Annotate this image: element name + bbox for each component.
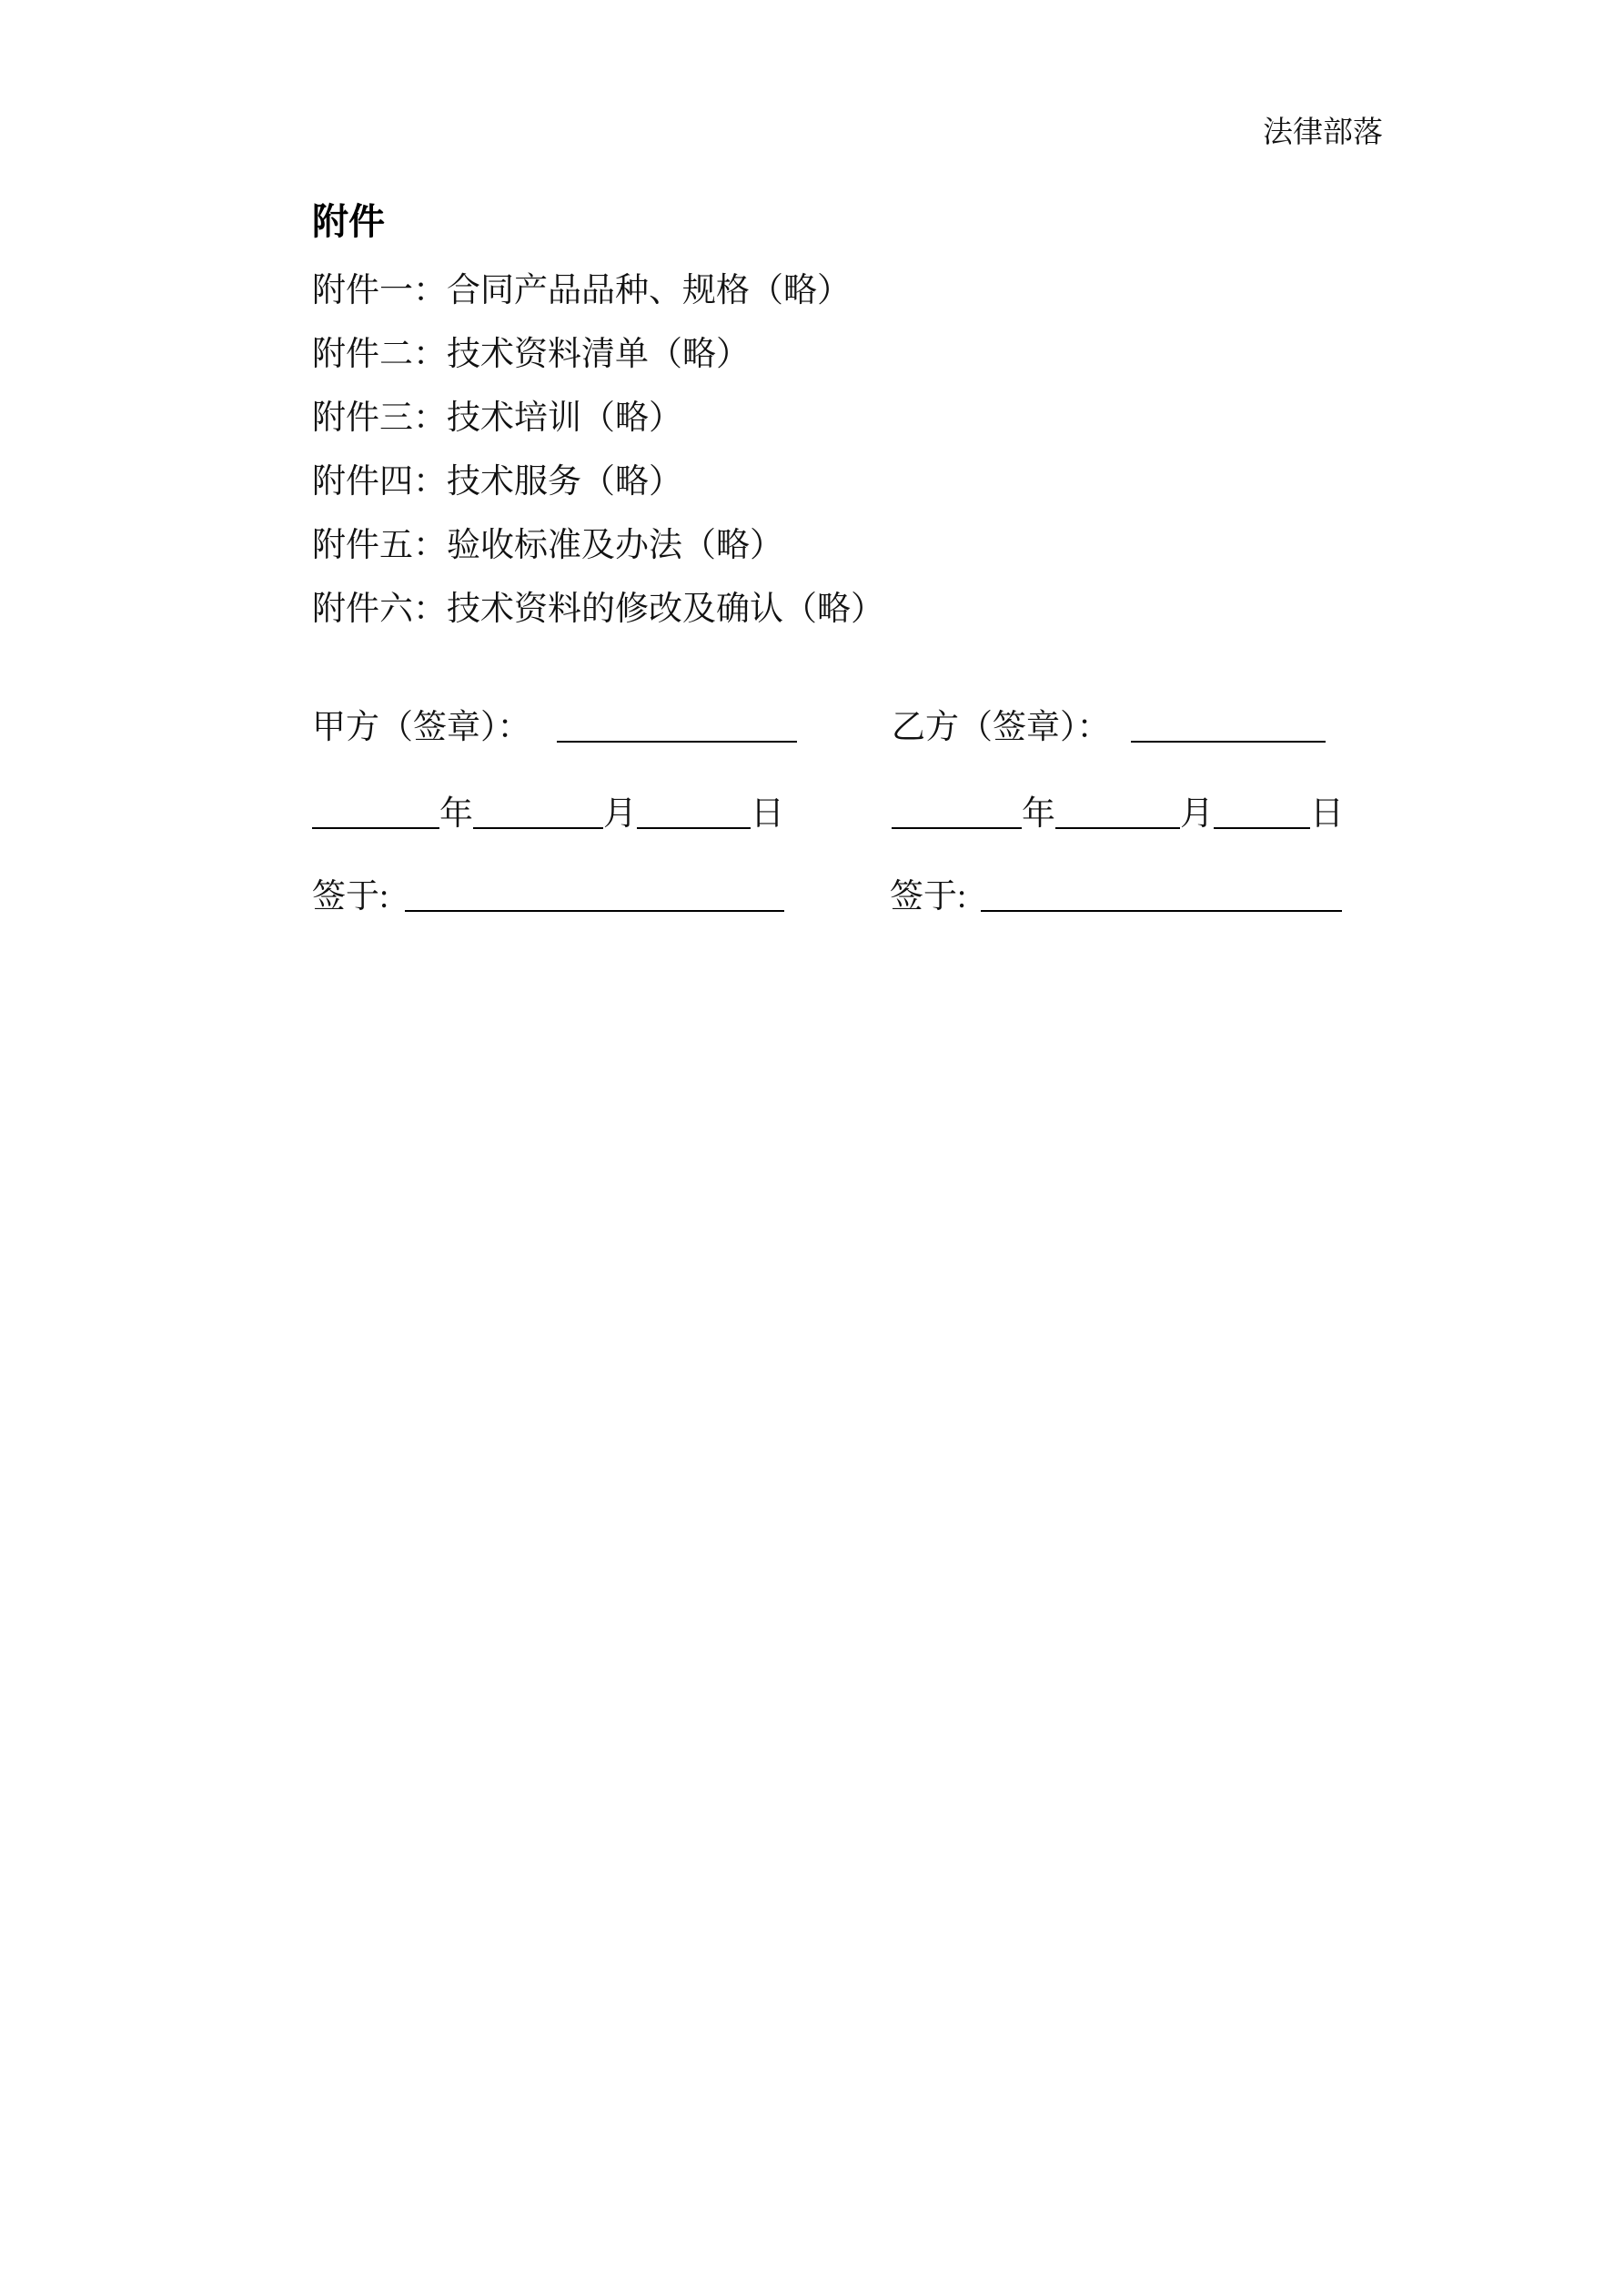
party-b-seal-row [892, 710, 1326, 747]
attachments-heading: 附件 [312, 202, 385, 242]
party-b-year-blank [892, 826, 1022, 829]
attachment-item: 附件一：合同产品品种、规格（略） [312, 272, 851, 309]
party-a-date-row [312, 796, 784, 834]
site-watermark: 法律部落 [1263, 115, 1383, 148]
attachments-list [312, 271, 884, 653]
year-label: 年 [439, 795, 473, 833]
attachment-item: 附件五：验收标准及办法（略） [312, 527, 783, 564]
party-b-day-blank [1214, 826, 1310, 829]
party-a-year-blank [312, 826, 439, 829]
party-a-seal-blank [557, 740, 797, 743]
party-b-seal-label: 乙方（签章）： [892, 709, 1111, 746]
party-b-signed-at-label: 签于: [890, 878, 967, 915]
month-label: 月 [1180, 795, 1214, 833]
party-a-signed-at-row [312, 879, 784, 916]
attachment-item: 附件三：技术培训（略） [312, 400, 682, 437]
party-a-month-blank [473, 826, 603, 829]
party-a-signed-at-label: 签于: [312, 878, 389, 915]
attachment-item: 附件二：技术资料清单（略） [312, 336, 750, 373]
party-b-month-blank [1055, 826, 1180, 829]
attachment-item: 附件四：技术服务（略） [312, 463, 682, 501]
day-label: 日 [1310, 795, 1344, 833]
attachment-item: 附件六：技术资料的修改及确认（略） [312, 591, 884, 628]
party-b-date-row [892, 796, 1344, 834]
party-b-signed-at-row [890, 879, 1342, 916]
party-a-signed-at-blank [405, 909, 784, 912]
party-a-day-blank [637, 826, 751, 829]
party-b-signed-at-blank [981, 909, 1342, 912]
party-b-seal-blank [1131, 740, 1326, 743]
party-a-seal-row [312, 710, 797, 747]
party-a-seal-label: 甲方（签章）： [312, 709, 531, 746]
day-label: 日 [751, 795, 784, 833]
month-label: 月 [603, 795, 637, 833]
year-label: 年 [1022, 795, 1055, 833]
